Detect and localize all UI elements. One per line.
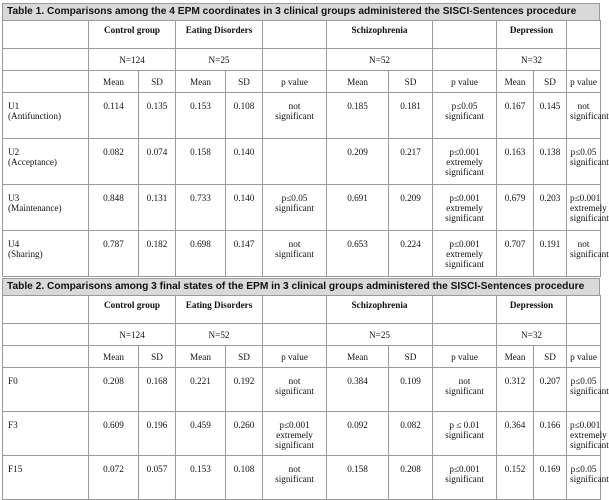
- p-value-cell: p≤0.001 extremely significant: [263, 412, 327, 456]
- table-1: [2, 3, 609, 277]
- value-cell: 0.679: [497, 185, 534, 231]
- value-cell: 0.131: [139, 185, 176, 231]
- group-header-control: Control group: [89, 296, 176, 324]
- subheader-cell: p value: [567, 71, 601, 93]
- p-value-cell: p≤0.001 extremely significant: [567, 185, 601, 231]
- p-value-cell: p≤0.001 significant: [433, 456, 497, 500]
- row-label: U4 (Sharing): [3, 231, 89, 277]
- value-cell: 0.109: [389, 368, 433, 412]
- value-cell: 0.166: [534, 412, 567, 456]
- p-value-cell: p ≤ 0.01 significant: [433, 412, 497, 456]
- table-2-caption: Table 2. Comparisons among 3 final states of the EPM in 3 clinical groups administered the SISCI-Sentences procedure: [2, 278, 600, 295]
- value-cell: 0.196: [139, 412, 176, 456]
- table-1-grid: [2, 20, 609, 277]
- subheader-cell: SD: [139, 346, 176, 368]
- value-cell: 0.384: [327, 368, 389, 412]
- value-cell: 0.072: [89, 456, 139, 500]
- table-row: [3, 93, 601, 139]
- value-cell: 0.092: [327, 412, 389, 456]
- p-value-cell: not significant: [433, 368, 497, 412]
- value-cell: 0.364: [497, 412, 534, 456]
- value-cell: 0.787: [89, 231, 139, 277]
- value-cell: 0.108: [226, 93, 263, 139]
- value-cell: 0.191: [534, 231, 567, 277]
- value-cell: 0.208: [89, 368, 139, 412]
- group-header-row: [3, 296, 601, 324]
- p-value-cell: p≤0.05 significant: [263, 185, 327, 231]
- value-cell: 0.848: [89, 185, 139, 231]
- value-cell: 0.260: [226, 412, 263, 456]
- p-value-cell: not significant: [263, 368, 327, 412]
- row-label: F0: [3, 368, 89, 412]
- table-row: [3, 139, 601, 185]
- value-cell: 0.312: [497, 368, 534, 412]
- n-row: [3, 324, 601, 346]
- value-cell: 0.108: [226, 456, 263, 500]
- subheader-cell: p value: [263, 346, 327, 368]
- row-label: U2 (Acceptance): [3, 139, 89, 185]
- value-cell: 0.185: [327, 93, 389, 139]
- subheader-cell: Mean: [176, 71, 226, 93]
- value-cell: 0.181: [389, 93, 433, 139]
- value-cell: 0.221: [176, 368, 226, 412]
- p-value-cell: p≤0.05 significant: [567, 139, 601, 185]
- value-cell: 0.138: [534, 139, 567, 185]
- value-cell: 0.733: [176, 185, 226, 231]
- p-value-cell: p≤0.001 extremely significant: [433, 231, 497, 277]
- value-cell: 0.168: [139, 368, 176, 412]
- value-cell: 0.691: [327, 185, 389, 231]
- value-cell: 0.140: [226, 139, 263, 185]
- value-cell: 0.158: [176, 139, 226, 185]
- subheader-row: [3, 346, 601, 368]
- group-header-schizophrenia: Schizophrenia: [327, 21, 433, 49]
- table-row: [3, 185, 601, 231]
- table-row: [3, 456, 601, 500]
- subheader-cell: SD: [534, 346, 567, 368]
- subheader-cell: SD: [226, 71, 263, 93]
- table-1-body: [3, 93, 609, 277]
- n-control: N=124: [89, 49, 176, 71]
- value-cell: 0.224: [389, 231, 433, 277]
- value-cell: 0.152: [497, 456, 534, 500]
- subheader-cell: SD: [534, 71, 567, 93]
- value-cell: 0.459: [176, 412, 226, 456]
- table-row: [3, 231, 601, 277]
- group-header-eating: Eating Disorders: [176, 296, 263, 324]
- value-cell: 0.163: [497, 139, 534, 185]
- value-cell: 0.208: [389, 456, 433, 500]
- p-value-cell: p≤0.001 extremely significant: [567, 412, 601, 456]
- table-2-grid: [2, 295, 609, 500]
- value-cell: 0.209: [389, 185, 433, 231]
- n-eating: N=25: [176, 49, 263, 71]
- value-cell: 0.707: [497, 231, 534, 277]
- group-header-depression: Depression: [497, 21, 567, 49]
- p-value-cell: p≤0.05 significant: [433, 93, 497, 139]
- table-2: [2, 278, 609, 500]
- subheader-cell: Mean: [497, 346, 534, 368]
- p-value-cell: not significant: [263, 231, 327, 277]
- subheader-cell: Mean: [89, 346, 139, 368]
- p-value-cell: p≤0.05 significant: [567, 368, 601, 412]
- n-depression: N=32: [497, 324, 567, 346]
- n-schizophrenia: N=52: [327, 49, 433, 71]
- n-eating: N=52: [176, 324, 263, 346]
- subheader-row: [3, 71, 601, 93]
- value-cell: 0.158: [327, 456, 389, 500]
- table-1-caption: Table 1. Comparisons among the 4 EPM coordinates in 3 clinical groups administered the SISCI-Sentences procedure: [2, 3, 600, 20]
- subheader-cell: SD: [139, 71, 176, 93]
- value-cell: 0.192: [226, 368, 263, 412]
- value-cell: 0.114: [89, 93, 139, 139]
- value-cell: 0.074: [139, 139, 176, 185]
- table-row: [3, 368, 601, 412]
- group-header-eating: Eating Disorders: [176, 21, 263, 49]
- group-header-control: Control group: [89, 21, 176, 49]
- subheader-cell: Mean: [327, 71, 389, 93]
- row-label: U1 (Antifunction): [3, 93, 89, 139]
- value-cell: 0.203: [534, 185, 567, 231]
- row-label: F3: [3, 412, 89, 456]
- value-cell: 0.057: [139, 456, 176, 500]
- subheader-cell: Mean: [89, 71, 139, 93]
- row-label: U3 (Maintenance): [3, 185, 89, 231]
- subheader-cell: SD: [389, 346, 433, 368]
- subheader-cell: p value: [567, 346, 601, 368]
- value-cell: 0.169: [534, 456, 567, 500]
- group-header-depression: Depression: [497, 296, 567, 324]
- subheader-cell: p value: [433, 346, 497, 368]
- value-cell: 0.182: [139, 231, 176, 277]
- subheader-cell: p value: [433, 71, 497, 93]
- value-cell: 0.698: [176, 231, 226, 277]
- subheader-cell: Mean: [497, 71, 534, 93]
- subheader-cell: Mean: [176, 346, 226, 368]
- n-depression: N=32: [497, 49, 567, 71]
- value-cell: 0.082: [389, 412, 433, 456]
- value-cell: 0.217: [389, 139, 433, 185]
- row-label: F15: [3, 456, 89, 500]
- p-value-cell: not significant: [263, 456, 327, 500]
- p-value-cell: p≤0.001 extremely significant: [433, 139, 497, 185]
- p-value-cell: p≤0.001 extremely significant: [433, 185, 497, 231]
- p-value-cell: [263, 139, 327, 185]
- table-2-body: [3, 368, 609, 500]
- value-cell: 0.207: [534, 368, 567, 412]
- value-cell: 0.153: [176, 93, 226, 139]
- p-value-cell: not significant: [263, 93, 327, 139]
- n-row: [3, 49, 601, 71]
- table-row: [3, 412, 601, 456]
- value-cell: 0.135: [139, 93, 176, 139]
- value-cell: 0.209: [327, 139, 389, 185]
- subheader-cell: p value: [263, 71, 327, 93]
- value-cell: 0.082: [89, 139, 139, 185]
- subheader-cell: SD: [389, 71, 433, 93]
- group-header-schizophrenia: Schizophrenia: [327, 296, 433, 324]
- value-cell: 0.609: [89, 412, 139, 456]
- p-value-cell: p≤0.05 significant: [567, 456, 601, 500]
- value-cell: 0.140: [226, 185, 263, 231]
- subheader-cell: SD: [226, 346, 263, 368]
- p-value-cell: not significant: [567, 93, 601, 139]
- p-value-cell: not significant: [567, 231, 601, 277]
- n-schizophrenia: N=25: [327, 324, 433, 346]
- subheader-cell: Mean: [327, 346, 389, 368]
- value-cell: 0.653: [327, 231, 389, 277]
- value-cell: 0.153: [176, 456, 226, 500]
- value-cell: 0.145: [534, 93, 567, 139]
- group-header-row: [3, 21, 601, 49]
- value-cell: 0.147: [226, 231, 263, 277]
- value-cell: 0.167: [497, 93, 534, 139]
- n-control: N=124: [89, 324, 176, 346]
